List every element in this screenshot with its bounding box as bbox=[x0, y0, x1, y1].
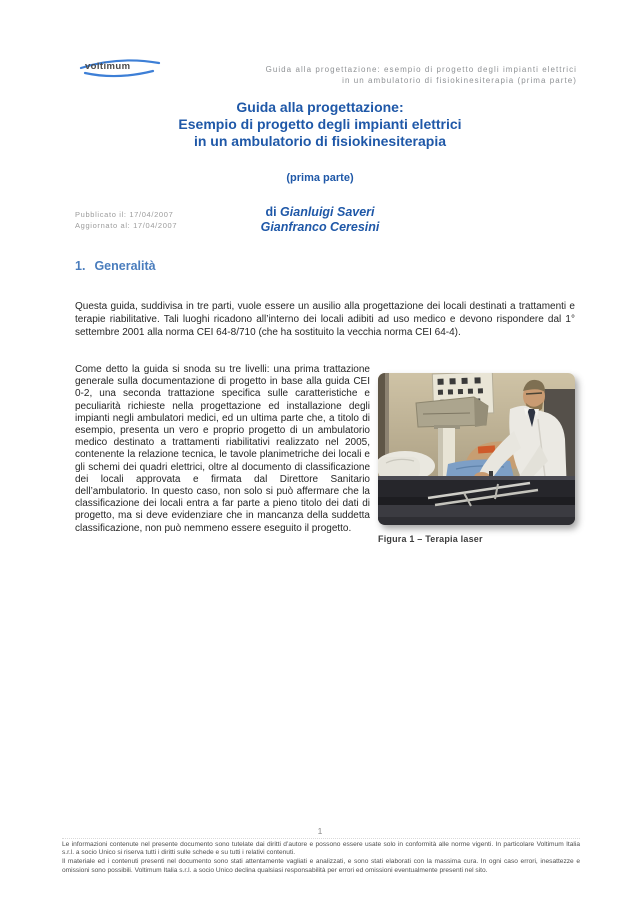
running-header-line1: Guida alla progettazione: esempio di progetto degli impianti elettrici bbox=[265, 65, 577, 74]
authors bbox=[0, 205, 640, 235]
page-header bbox=[75, 54, 577, 86]
updated-date: Aggiornato al: 17/04/2007 bbox=[75, 221, 178, 230]
paragraph-2: Come detto la guida si snoda su tre livelli: una prima trattazione generale sulla documentazione di progetto in base alla guida CEI 0-2, una seconda trattazione specifica sulle caratteristiche e peculiarità richieste nella progettazione ed installazione degli impianti negli ambulatori medici, ed un ultima parte che, a titolo di esempio, presenta un vero e proprio progetto di un ambulatorio medico destinato a trattamenti riabilitativi realizzato nel 2005, contenente la relazione tecnica, le tavole planimetriche dei locali e gli schemi dei quadri elettrici, oltre al documento di classificazione dei locali approvata e firmata dal Direttore Sanitario dell’ambulatorio. In questo caso, non solo si può affermare che la classificazione dei locali entra a far parte a pieno titolo dei dati di progetto, ma si deve evidenziare che in mancanza della suddetta classificazione, non può nemmeno essere eseguito il progetto. bbox=[75, 364, 370, 534]
page-number: 1 bbox=[317, 826, 323, 836]
logo-text: voltimum bbox=[85, 61, 131, 72]
document-title bbox=[0, 99, 640, 150]
disclaimer-paragraph-2: Il materiale ed i contenuti presenti nel documento sono stati attentamente vagliati e analizzati, e sono stati elaborati con la massima cura. In ogni caso errori, inesattezze e omissioni sono possibili. Voltimum Italia s.r.l. a socio Unico declina qualsiasi responsabilità per errori ed omissioni eventualmente presenti nel sito. bbox=[62, 858, 580, 874]
section-number: 1. bbox=[75, 259, 86, 273]
title-line3: in un ambulatorio di fisiokinesiterapia bbox=[193, 133, 447, 149]
published-date: Pubblicato il: 17/04/2007 bbox=[75, 210, 174, 219]
text-and-figure-row bbox=[75, 364, 575, 544]
voltimum-logo bbox=[75, 54, 167, 80]
therapy-laser-photo bbox=[378, 373, 575, 525]
paragraph-1: Questa guida, suddivisa in tre parti, vuole essere un ausilio alla progettazione dei locali destinati a trattamenti e terapie riabilitative. Tali luoghi ricadono all’interno dei locali adibiti ad uso medico e devono rispondere dal 1° settembre 2001 alla norma CEI 64-8/710 (che ha sostituito la vecchia norma CEI 64-4). bbox=[75, 301, 575, 338]
figure-caption: Figura 1 – Terapia laser bbox=[378, 534, 483, 544]
section-title: Generalità bbox=[94, 259, 156, 273]
author2: Gianfranco Ceresini bbox=[260, 220, 380, 234]
document-subtitle: (prima parte) bbox=[286, 172, 354, 184]
title-line2: Esempio di progetto degli impianti elettrici bbox=[178, 116, 462, 132]
title-line1: Guida alla progettazione: bbox=[236, 99, 404, 115]
running-header bbox=[266, 54, 577, 86]
disclaimer-paragraph-1: Le informazioni contenute nel presente documento sono tutelate dai diritti d’autore e possono essere usate solo in conformità alle norme vigenti. In particolare Voltimum Italia s.r.l. a socio Unico si riserva tutti i diritti sulle schede e su tutti i relativi contenuti. bbox=[62, 841, 580, 857]
figure-1 bbox=[378, 373, 575, 544]
footer-disclaimer bbox=[62, 838, 580, 876]
running-header-line2: in un ambulatorio di fisiokinesiterapia (prima parte) bbox=[342, 76, 577, 85]
therapy-laser-photo-art bbox=[378, 373, 575, 525]
section-heading bbox=[75, 259, 156, 273]
author-prefix: di bbox=[265, 205, 281, 219]
author1: Gianluigi Saveri bbox=[280, 205, 375, 219]
author-line1 bbox=[0, 205, 640, 220]
